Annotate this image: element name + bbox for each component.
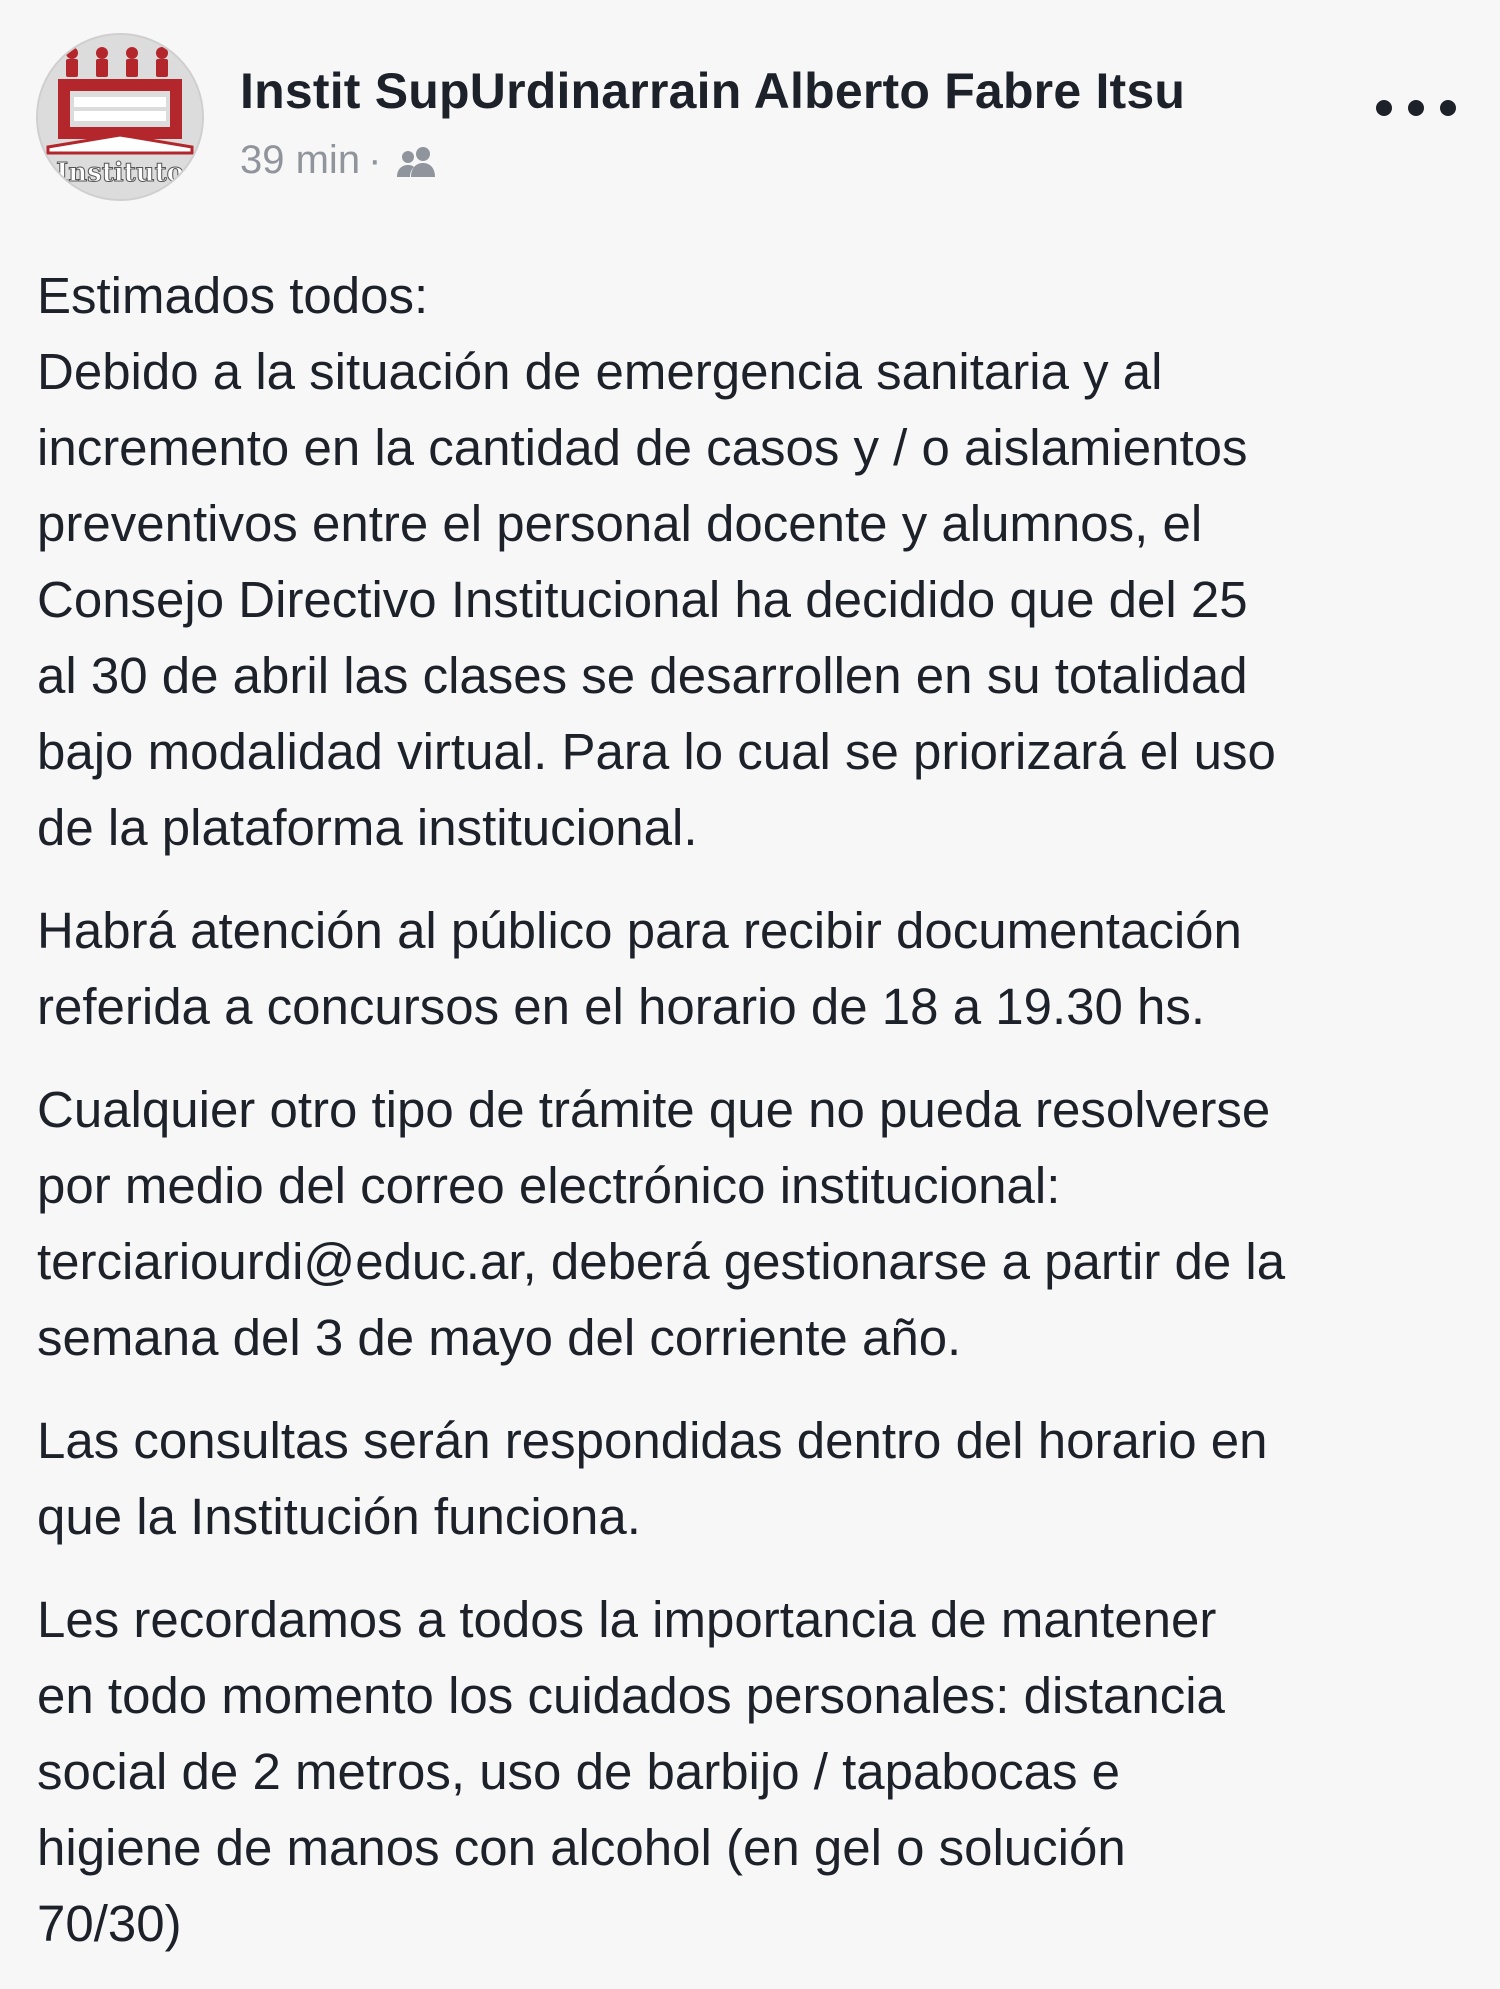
post-line: Debido a la situación de emergencia sanitaria y al	[37, 343, 1163, 400]
post-email-line: terciariourdi@educ.ar, deberá gestionarse a partir de la	[37, 1233, 1286, 1290]
post-line: 70/30)	[37, 1895, 182, 1952]
post-line: bajo modalidad virtual. Para lo cual se priorizará el uso	[37, 723, 1276, 780]
post-line: en todo momento los cuidados personales: distancia	[37, 1667, 1225, 1724]
post-line: Estimados todos:	[37, 267, 429, 324]
post-line: referida a concursos en el horario de 18 a 19.30 hs.	[37, 978, 1206, 1035]
post-body	[37, 258, 1477, 1989]
post-line: Habrá atención al público para recibir documentación	[37, 902, 1242, 959]
page-avatar[interactable]	[36, 33, 204, 201]
post-line: preventivos entre el personal docente y alumnos, el	[37, 495, 1203, 552]
page-name[interactable]: Instit SupUrdinarrain Alberto Fabre Itsu	[240, 63, 1186, 119]
more-options-dot	[1440, 100, 1456, 116]
more-options-dot	[1376, 100, 1392, 116]
friends-icon[interactable]	[395, 144, 441, 178]
post-header	[0, 0, 1500, 220]
post-line: Les recordamos a todos la importancia de mantener	[37, 1591, 1217, 1648]
post-line: higiene de manos con alcohol (en gel o solución	[37, 1819, 1126, 1876]
institute-logo-icon	[38, 35, 202, 199]
post-line: social de 2 metros, uso de barbijo / tapabocas e	[37, 1743, 1120, 1800]
post-timestamp[interactable]: 39 min	[240, 138, 361, 182]
post-line: de la plataforma institucional.	[37, 799, 698, 856]
post-paragraph	[37, 1582, 1477, 1962]
post-line: Cualquier otro tipo de trámite que no pueda resolverse	[37, 1081, 1271, 1138]
post-line: por medio del correo electrónico institucional:	[37, 1157, 1061, 1214]
meta-separator: ·	[368, 138, 382, 182]
post-line: incremento en la cantidad de casos y / o aislamientos	[37, 419, 1248, 476]
post-line: al 30 de abril las clases se desarrollen en su totalidad	[37, 647, 1248, 704]
post-paragraph	[37, 1072, 1477, 1376]
more-options-button[interactable]	[1376, 88, 1456, 128]
post-line: Las consultas serán respondidas dentro del horario en	[37, 1412, 1268, 1469]
post-paragraph	[37, 258, 1477, 866]
post-meta	[240, 138, 441, 183]
post-paragraph	[37, 893, 1477, 1045]
post-line: que la Institución funciona.	[37, 1488, 641, 1545]
post-line: semana del 3 de mayo del corriente año.	[37, 1309, 962, 1366]
post-paragraph	[37, 1403, 1477, 1555]
more-options-dot	[1408, 100, 1424, 116]
post-line: Consejo Directivo Institucional ha decidido que del 25	[37, 571, 1248, 628]
svg-text:Instituto: Instituto	[56, 158, 184, 188]
